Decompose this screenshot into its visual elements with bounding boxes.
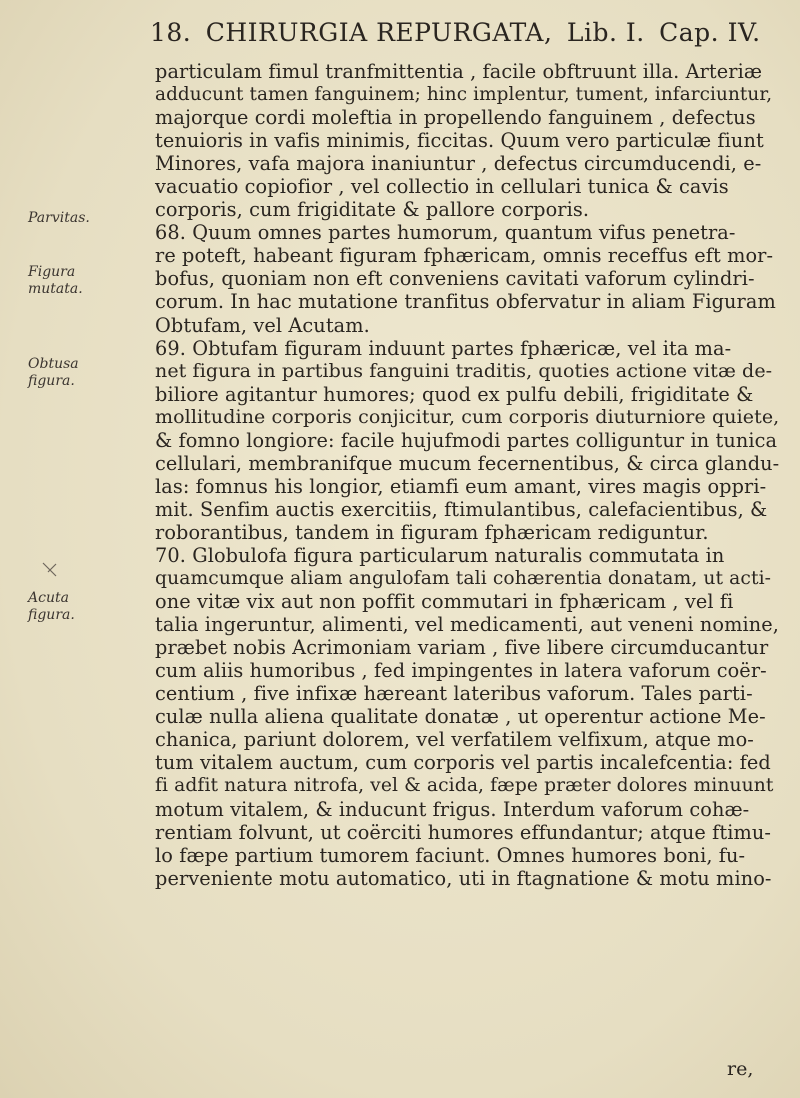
- text-line: majorque cordi moleftia in propellendo fanguinem , defectus: [155, 106, 756, 130]
- header-book: Lib. I.: [566, 18, 645, 47]
- header-chapter: Cap. IV.: [659, 18, 761, 47]
- text-line: 70. Globulofa figura particularum naturalis commutata in: [155, 543, 725, 567]
- text-line: chanica, pariunt dolorem, vel verfatilem velfixum, atque mo-: [155, 728, 754, 752]
- main-text: [155, 60, 780, 890]
- text-line: 69. Obtufam figuram induunt partes fphæricæ, vel ita ma-: [155, 336, 732, 360]
- text-line: Minores, vafa majora inaniuntur , defectus circumducendi, e-: [155, 152, 762, 176]
- text-line: centium , five infixæ hæreant lateribus vaforum. Tales parti-: [155, 682, 753, 706]
- catchword: re,: [727, 1058, 754, 1080]
- text-line: roborantibus, tandem in figuram fphæricam rediguntur.: [155, 520, 709, 544]
- text-line: lo fæpe partium tumorem faciunt. Omnes humores boni, fu-: [155, 843, 746, 867]
- text-line: & fomno longiore: facile hujufmodi partes colliguntur in tunica: [155, 428, 778, 452]
- text-line: corporis, cum frigiditate & pallore corporis.: [155, 198, 590, 222]
- text-line: motum vitalem, & inducunt frigus. Interdum vaforum cohæ-: [155, 797, 750, 821]
- text-line: cum aliis humoribus , fed impingentes in latera vaforum coër-: [155, 659, 767, 683]
- margin-note-acuta-figura: Acuta figura.: [28, 590, 75, 623]
- margin-note-obtusa-figura: Obtusa figura.: [28, 356, 79, 389]
- header-title: CHIRURGIA REPURGATA,: [205, 18, 553, 47]
- text-line: biliore agitantur humores; quod ex pulfu debili, frigiditate &: [155, 382, 754, 406]
- text-line: las: fomnus his longior, etiamfi eum amant, vires magis oppri-: [155, 474, 767, 498]
- margin-notes: [0, 0, 140, 1098]
- text-line: re poteft, habeant figuram fphæricam, omnis receffus eft mor-: [155, 244, 774, 268]
- text-line: mollitudine corporis conjicitur, cum corporis diuturniore quiete,: [155, 405, 780, 428]
- text-line: tum vitalem auctum, cum corporis vel partis incalefcentia: fed: [155, 751, 771, 775]
- text-line: fi adfit natura nitrofa, vel & acida, fæpe præter dolores minuunt: [155, 775, 774, 797]
- text-line: particulam fimul tranfmittentia , facile obftruunt illa. Arteriæ: [155, 60, 763, 83]
- text-line: net figura in partibus fanguini traditis, quoties actione vitæ de-: [155, 359, 773, 382]
- text-line: tenuioris in vafis minimis, ficcitas. Quum vero particulæ fiunt: [155, 129, 764, 153]
- text-line: one vitæ vix aut non poffit commutari in fphæricam , vel fi: [155, 590, 734, 614]
- page-number: 18.: [150, 18, 192, 47]
- text-line: vacuatio copiofior , vel collectio in cellulari tunica & cavis: [155, 175, 729, 199]
- text-line: culæ nulla aliena qualitate donatæ , ut operentur actione Me-: [155, 705, 766, 729]
- margin-note-figura-mutata: Figura mutata.: [28, 264, 83, 297]
- text-line: 68. Quum omnes partes humorum, quantum vifus penetra-: [155, 221, 736, 245]
- text-line: rentiam folvunt, ut coërciti humores effundantur; atque ftimu-: [155, 820, 772, 844]
- running-header: [150, 18, 790, 58]
- text-line: talia ingeruntur, alimenti, vel medicamenti, aut veneni nomine,: [155, 613, 779, 637]
- text-line: mit. Senfim auctis exercitiis, ftimulantibus, calefacientibus, &: [155, 497, 768, 521]
- text-line: adducunt tamen fanguinem; hinc implentur, tument, infarciuntur,: [155, 84, 773, 106]
- text-line: corum. In hac mutatione tranfitus obfervatur in aliam Figuram: [155, 290, 776, 314]
- ink-mark-icon: [40, 560, 60, 580]
- text-line: bofus, quoniam non eft conveniens cavitati vaforum cylindri-: [155, 267, 755, 291]
- margin-note-parvitas: Parvitas.: [28, 210, 90, 226]
- text-line: perveniente motu automatico, uti in ftagnatione & motu mino-: [155, 866, 772, 890]
- text-line: cellulari, membranifque mucum fecernentibus, & circa glandu-: [155, 451, 780, 475]
- text-line: præbet nobis Acrimoniam variam , five libere circumducantur: [155, 636, 769, 660]
- text-line: quamcumque aliam angulofam tali cohærentia donatam, ut acti-: [155, 568, 772, 590]
- text-line: Obtufam, vel Acutam.: [155, 313, 370, 337]
